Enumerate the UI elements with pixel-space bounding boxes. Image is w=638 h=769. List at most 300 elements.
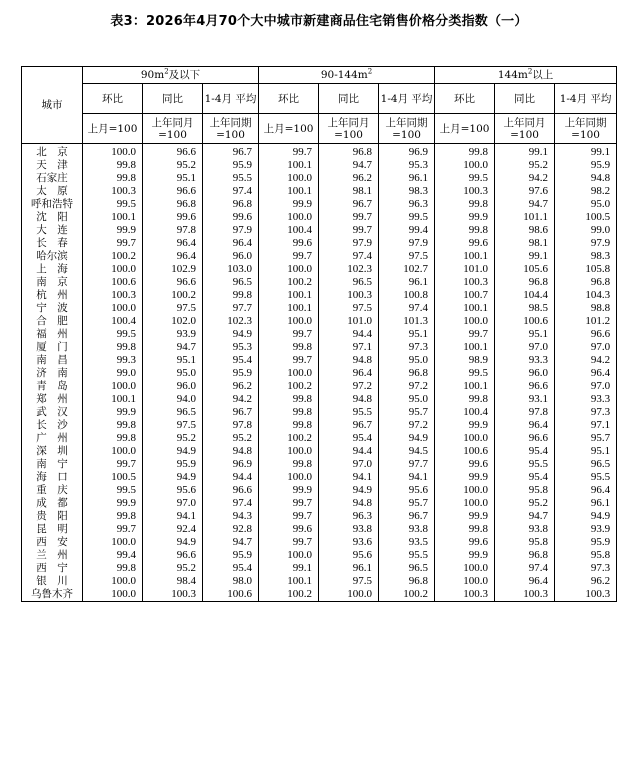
index-value: 100.6 — [495, 315, 555, 328]
index-value: 94.7 — [495, 198, 555, 211]
table-row — [22, 263, 617, 276]
index-value: 97.9 — [203, 224, 259, 237]
index-value: 100.2 — [83, 250, 143, 263]
city-name: 长 沙 — [22, 419, 83, 432]
index-value: 99.6 — [143, 211, 203, 224]
index-value: 99.9 — [435, 510, 495, 523]
sub-column-header: 环比 — [259, 84, 319, 114]
index-value: 102.3 — [319, 263, 379, 276]
index-value: 96.6 — [555, 328, 617, 341]
sub-column-header: 1-4月 平均 — [203, 84, 259, 114]
index-value: 93.1 — [495, 393, 555, 406]
index-value: 100.1 — [435, 341, 495, 354]
index-value: 100.5 — [83, 471, 143, 484]
index-value: 97.2 — [379, 419, 435, 432]
index-value: 95.1 — [495, 328, 555, 341]
index-value: 99.6 — [203, 211, 259, 224]
index-value: 105.8 — [555, 263, 617, 276]
city-name: 深 圳 — [22, 445, 83, 458]
index-value: 96.6 — [143, 185, 203, 198]
base-header: 上年同月 =100 — [319, 114, 379, 144]
base-header: 上月=100 — [259, 114, 319, 144]
index-value: 104.3 — [555, 289, 617, 302]
sub-column-header: 1-4月 平均 — [555, 84, 617, 114]
index-value: 95.1 — [555, 445, 617, 458]
index-value: 99.9 — [435, 471, 495, 484]
index-value: 96.8 — [379, 575, 435, 588]
city-name: 沈 阳 — [22, 211, 83, 224]
city-name: 哈尔滨 — [22, 250, 83, 263]
index-value: 98.6 — [495, 224, 555, 237]
table-row — [22, 510, 617, 523]
city-name: 济 南 — [22, 367, 83, 380]
index-value: 96.5 — [379, 562, 435, 575]
index-value: 98.2 — [555, 185, 617, 198]
index-value: 99.8 — [203, 289, 259, 302]
index-value: 99.8 — [83, 159, 143, 172]
index-value: 99.8 — [83, 341, 143, 354]
city-name: 福 州 — [22, 328, 83, 341]
price-index-table — [21, 66, 617, 602]
index-value: 96.2 — [555, 575, 617, 588]
index-value: 97.3 — [379, 341, 435, 354]
city-name: 青 岛 — [22, 380, 83, 393]
index-value: 96.8 — [555, 276, 617, 289]
index-value: 96.4 — [555, 484, 617, 497]
sub-column-header: 1-4月 平均 — [379, 84, 435, 114]
index-value: 99.9 — [83, 406, 143, 419]
index-value: 99.6 — [435, 536, 495, 549]
city-name: 大 连 — [22, 224, 83, 237]
index-value: 97.9 — [379, 237, 435, 250]
table-row — [22, 471, 617, 484]
index-value: 102.9 — [143, 263, 203, 276]
group-header-medium: $90-144m^2$ — [259, 67, 435, 84]
index-value: 100.3 — [435, 276, 495, 289]
index-value: 94.8 — [319, 497, 379, 510]
index-value: 94.0 — [143, 393, 203, 406]
index-value: 102.0 — [143, 315, 203, 328]
index-value: 97.5 — [319, 575, 379, 588]
index-value: 97.0 — [319, 458, 379, 471]
index-value: 99.7 — [259, 536, 319, 549]
table-row — [22, 185, 617, 198]
city-name: 西 宁 — [22, 562, 83, 575]
index-value: 93.3 — [495, 354, 555, 367]
city-name: 重 庆 — [22, 484, 83, 497]
table-row — [22, 406, 617, 419]
index-value: 97.3 — [555, 406, 617, 419]
index-value: 96.5 — [203, 276, 259, 289]
index-value: 94.1 — [319, 471, 379, 484]
index-value: 99.8 — [83, 562, 143, 575]
index-value: 94.9 — [555, 510, 617, 523]
table-row — [22, 393, 617, 406]
city-name: 呼和浩特 — [22, 198, 83, 211]
index-value: 99.6 — [435, 237, 495, 250]
city-name: 合 肥 — [22, 315, 83, 328]
index-value: 99.4 — [379, 224, 435, 237]
index-value: 102.7 — [379, 263, 435, 276]
index-value: 99.8 — [259, 419, 319, 432]
index-value: 97.0 — [555, 380, 617, 393]
index-value: 99.7 — [259, 510, 319, 523]
index-value: 95.2 — [495, 159, 555, 172]
index-value: 93.8 — [319, 523, 379, 536]
index-value: 97.8 — [143, 224, 203, 237]
index-value: 95.9 — [555, 536, 617, 549]
index-value: 95.1 — [143, 172, 203, 185]
index-value: 100.0 — [435, 497, 495, 510]
index-value: 95.0 — [143, 367, 203, 380]
index-value: 97.3 — [555, 562, 617, 575]
index-value: 95.3 — [379, 159, 435, 172]
index-value: 95.8 — [495, 536, 555, 549]
index-value: 100.0 — [319, 588, 379, 602]
index-value: 100.7 — [435, 289, 495, 302]
index-value: 94.9 — [203, 328, 259, 341]
index-value: 99.5 — [83, 328, 143, 341]
index-value: 93.5 — [379, 536, 435, 549]
index-value: 97.1 — [555, 419, 617, 432]
index-value: 99.7 — [259, 354, 319, 367]
city-name: 天 津 — [22, 159, 83, 172]
index-value: 96.6 — [143, 144, 203, 160]
city-name: 西 安 — [22, 536, 83, 549]
index-value: 99.7 — [83, 458, 143, 471]
table-row — [22, 198, 617, 211]
index-value: 96.6 — [143, 549, 203, 562]
index-value: 99.9 — [259, 484, 319, 497]
index-value: 98.3 — [379, 185, 435, 198]
index-value: 95.9 — [203, 367, 259, 380]
index-value: 95.7 — [555, 432, 617, 445]
index-value: 97.0 — [143, 497, 203, 510]
index-value: 99.5 — [435, 367, 495, 380]
index-value: 95.9 — [203, 159, 259, 172]
table-row — [22, 354, 617, 367]
index-value: 100.1 — [259, 185, 319, 198]
index-value: 99.8 — [83, 419, 143, 432]
index-value: 95.0 — [555, 198, 617, 211]
city-name: 成 都 — [22, 497, 83, 510]
index-value: 95.6 — [379, 484, 435, 497]
index-value: 100.3 — [83, 185, 143, 198]
index-value: 100.2 — [259, 432, 319, 445]
index-value: 95.5 — [203, 172, 259, 185]
index-value: 100.1 — [259, 575, 319, 588]
index-value: 100.3 — [435, 185, 495, 198]
index-value: 99.1 — [495, 250, 555, 263]
city-name: 昆 明 — [22, 523, 83, 536]
index-value: 97.4 — [203, 497, 259, 510]
index-value: 100.3 — [143, 588, 203, 602]
city-name: 海 口 — [22, 471, 83, 484]
index-value: 101.0 — [319, 315, 379, 328]
index-value: 98.1 — [319, 185, 379, 198]
index-value: 99.0 — [83, 367, 143, 380]
index-value: 95.9 — [555, 159, 617, 172]
index-value: 97.4 — [203, 185, 259, 198]
index-value: 96.3 — [379, 198, 435, 211]
index-value: 100.0 — [83, 144, 143, 160]
index-value: 96.1 — [555, 497, 617, 510]
index-value: 99.8 — [435, 198, 495, 211]
index-value: 101.3 — [379, 315, 435, 328]
index-value: 95.0 — [379, 354, 435, 367]
index-value: 99.7 — [259, 497, 319, 510]
table-row — [22, 497, 617, 510]
index-value: 95.8 — [555, 549, 617, 562]
table-row — [22, 144, 617, 160]
index-value: 94.9 — [379, 432, 435, 445]
index-value: 95.8 — [495, 484, 555, 497]
city-name: 北 京 — [22, 144, 83, 160]
index-value: 100.1 — [83, 211, 143, 224]
base-header: 上月=100 — [83, 114, 143, 144]
index-value: 92.8 — [203, 523, 259, 536]
index-value: 94.2 — [203, 393, 259, 406]
index-value: 97.5 — [143, 302, 203, 315]
index-value: 94.5 — [379, 445, 435, 458]
index-value: 94.8 — [555, 172, 617, 185]
index-value: 100.0 — [259, 315, 319, 328]
index-value: 99.9 — [83, 224, 143, 237]
index-value: 95.2 — [203, 432, 259, 445]
index-value: 99.8 — [435, 523, 495, 536]
city-name: 兰 州 — [22, 549, 83, 562]
index-value: 103.0 — [203, 263, 259, 276]
city-name: 上 海 — [22, 263, 83, 276]
index-value: 95.4 — [495, 445, 555, 458]
index-value: 96.4 — [143, 237, 203, 250]
index-value: 98.8 — [555, 302, 617, 315]
index-value: 94.4 — [319, 328, 379, 341]
index-value: 99.6 — [435, 458, 495, 471]
index-value: 96.5 — [319, 276, 379, 289]
table-row — [22, 536, 617, 549]
index-value: 99.9 — [259, 198, 319, 211]
index-value: 99.8 — [83, 172, 143, 185]
city-name: 杭 州 — [22, 289, 83, 302]
index-value: 96.9 — [203, 458, 259, 471]
city-name: 石家庄 — [22, 172, 83, 185]
index-value: 98.4 — [143, 575, 203, 588]
table-row — [22, 172, 617, 185]
index-value: 100.0 — [83, 302, 143, 315]
index-value: 95.3 — [203, 341, 259, 354]
index-value: 98.9 — [435, 354, 495, 367]
index-value: 97.9 — [319, 237, 379, 250]
index-value: 93.9 — [555, 523, 617, 536]
city-name: 乌鲁木齐 — [22, 588, 83, 602]
index-value: 100.3 — [319, 289, 379, 302]
index-value: 100.0 — [259, 263, 319, 276]
index-value: 100.2 — [379, 588, 435, 602]
city-name: 武 汉 — [22, 406, 83, 419]
index-value: 93.8 — [495, 523, 555, 536]
index-value: 96.2 — [203, 380, 259, 393]
index-value: 96.6 — [143, 276, 203, 289]
index-value: 100.0 — [435, 562, 495, 575]
base-header: 上年同月 =100 — [495, 114, 555, 144]
index-value: 100.0 — [259, 367, 319, 380]
table-row — [22, 302, 617, 315]
table-row — [22, 341, 617, 354]
index-value: 95.1 — [143, 354, 203, 367]
index-value: 100.0 — [259, 471, 319, 484]
index-value: 93.9 — [143, 328, 203, 341]
index-value: 99.5 — [379, 211, 435, 224]
index-value: 100.4 — [83, 315, 143, 328]
index-value: 100.6 — [435, 445, 495, 458]
index-value: 94.1 — [379, 471, 435, 484]
base-header: 上月=100 — [435, 114, 495, 144]
index-value: 95.6 — [319, 549, 379, 562]
table-title: 表3：2026年4月70个大中城市新建商品住宅销售价格分类指数（一） — [110, 14, 528, 29]
city-name: 太 原 — [22, 185, 83, 198]
index-value: 98.5 — [495, 302, 555, 315]
index-value: 96.0 — [203, 250, 259, 263]
index-value: 99.6 — [259, 237, 319, 250]
index-value: 99.8 — [435, 393, 495, 406]
index-value: 96.4 — [203, 237, 259, 250]
index-value: 97.4 — [379, 302, 435, 315]
index-value: 99.8 — [259, 393, 319, 406]
index-value: 98.1 — [495, 237, 555, 250]
index-value: 100.0 — [435, 315, 495, 328]
index-value: 99.7 — [83, 523, 143, 536]
table-row — [22, 445, 617, 458]
index-value: 96.2 — [319, 172, 379, 185]
index-value: 100.8 — [379, 289, 435, 302]
index-value: 96.6 — [495, 380, 555, 393]
index-value: 94.7 — [319, 159, 379, 172]
index-value: 96.8 — [143, 198, 203, 211]
index-value: 100.0 — [435, 484, 495, 497]
table-row — [22, 575, 617, 588]
index-value: 97.9 — [555, 237, 617, 250]
index-value: 101.2 — [555, 315, 617, 328]
index-value: 100.0 — [259, 445, 319, 458]
table-row — [22, 328, 617, 341]
index-value: 96.9 — [379, 144, 435, 160]
city-name: 厦 门 — [22, 341, 83, 354]
index-value: 98.0 — [203, 575, 259, 588]
index-value: 99.5 — [435, 172, 495, 185]
city-name: 南 昌 — [22, 354, 83, 367]
sub-column-header: 同比 — [143, 84, 203, 114]
index-value: 96.8 — [319, 144, 379, 160]
table-row — [22, 367, 617, 380]
index-value: 99.8 — [83, 510, 143, 523]
index-value: 100.0 — [83, 380, 143, 393]
base-header: 上年同期 =100 — [555, 114, 617, 144]
index-value: 99.9 — [435, 419, 495, 432]
index-value: 100.2 — [259, 276, 319, 289]
index-value: 95.2 — [143, 432, 203, 445]
index-value: 99.5 — [83, 484, 143, 497]
index-value: 100.1 — [435, 380, 495, 393]
index-value: 100.0 — [259, 549, 319, 562]
sub-column-header: 环比 — [83, 84, 143, 114]
index-value: 95.4 — [203, 354, 259, 367]
index-value: 100.0 — [83, 588, 143, 602]
index-value: 94.7 — [495, 510, 555, 523]
index-value: 99.1 — [259, 562, 319, 575]
index-value: 100.4 — [435, 406, 495, 419]
index-value: 97.0 — [555, 341, 617, 354]
index-value: 93.8 — [379, 523, 435, 536]
index-value: 96.4 — [143, 250, 203, 263]
index-value: 96.7 — [319, 419, 379, 432]
index-value: 105.6 — [495, 263, 555, 276]
index-value: 99.5 — [83, 198, 143, 211]
city-name: 南 宁 — [22, 458, 83, 471]
city-column-header: 城市 — [22, 67, 83, 144]
index-value: 96.4 — [555, 367, 617, 380]
index-value: 100.2 — [259, 380, 319, 393]
index-value: 95.5 — [555, 471, 617, 484]
index-value: 94.8 — [203, 445, 259, 458]
table-row — [22, 237, 617, 250]
index-value: 100.6 — [83, 276, 143, 289]
index-value: 97.5 — [143, 419, 203, 432]
city-name: 郑 州 — [22, 393, 83, 406]
index-value: 99.9 — [435, 211, 495, 224]
table-row — [22, 224, 617, 237]
index-value: 100.1 — [83, 393, 143, 406]
table-row — [22, 380, 617, 393]
index-value: 100.1 — [259, 302, 319, 315]
city-name: 广 州 — [22, 432, 83, 445]
index-value: 100.3 — [495, 588, 555, 602]
index-value: 99.8 — [259, 341, 319, 354]
index-value: 99.4 — [83, 549, 143, 562]
index-value: 100.0 — [435, 432, 495, 445]
city-name: 南 京 — [22, 276, 83, 289]
index-value: 100.5 — [555, 211, 617, 224]
index-value: 100.3 — [83, 289, 143, 302]
index-value: 97.7 — [379, 458, 435, 471]
table-row — [22, 562, 617, 575]
index-value: 99.8 — [435, 224, 495, 237]
index-value: 100.0 — [83, 445, 143, 458]
index-value: 94.2 — [495, 172, 555, 185]
index-value: 99.9 — [83, 497, 143, 510]
table-row — [22, 276, 617, 289]
index-value: 99.7 — [319, 224, 379, 237]
index-value: 100.0 — [435, 159, 495, 172]
index-value: 102.3 — [203, 315, 259, 328]
index-value: 95.6 — [143, 484, 203, 497]
index-value: 96.5 — [143, 406, 203, 419]
index-value: 97.2 — [319, 380, 379, 393]
table-row — [22, 211, 617, 224]
index-value: 97.0 — [495, 341, 555, 354]
index-value: 96.8 — [379, 367, 435, 380]
index-value: 99.7 — [259, 144, 319, 160]
index-value: 97.8 — [495, 406, 555, 419]
table-row — [22, 289, 617, 302]
index-value: 99.9 — [435, 549, 495, 562]
index-value: 100.1 — [435, 250, 495, 263]
index-value: 94.7 — [203, 536, 259, 549]
index-value: 96.6 — [203, 484, 259, 497]
table-row — [22, 315, 617, 328]
index-value: 94.4 — [203, 471, 259, 484]
index-value: 99.3 — [83, 354, 143, 367]
